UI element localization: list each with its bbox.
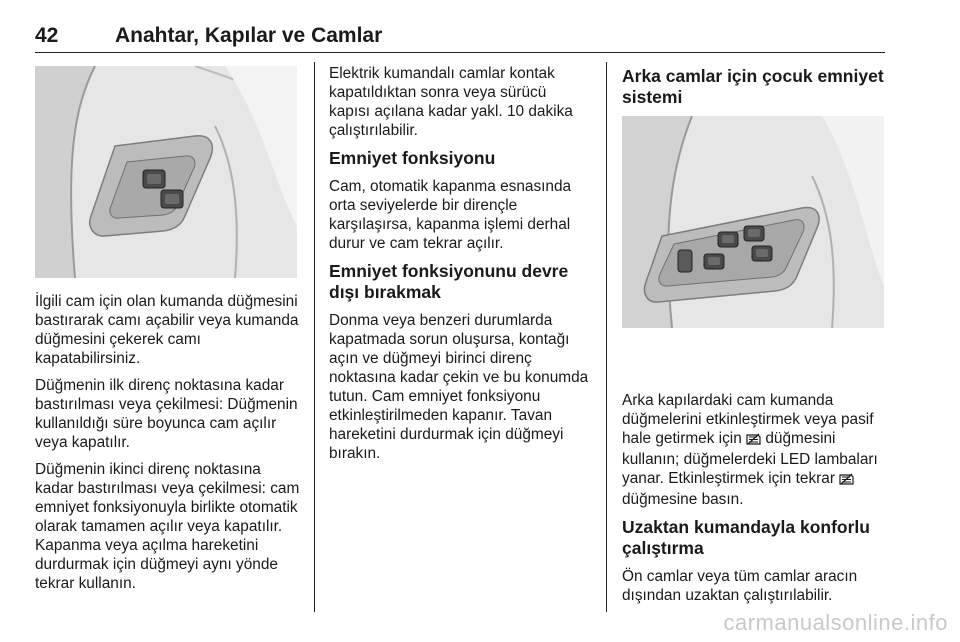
section-heading: Emniyet fonksiyonu: [329, 148, 496, 168]
child-lock-window-icon: [746, 431, 761, 450]
paragraph: [622, 391, 890, 509]
column-right: [622, 66, 890, 613]
page-number: 42: [35, 24, 59, 47]
text-segment: düğmesine basın.: [622, 491, 744, 508]
chapter-title: Anahtar, Kapılar ve Camlar: [115, 24, 383, 47]
paragraph: Düğmenin ikinci direnç noktasına kadar bastırılması veya çekilmesi: cam emniyet fonksiyonuyla birlikte otomatik olarak tamamen açılır veya kapatılır. Kapanma veya açılma hareketini durdurmak için düğmeyi aynı yönde tekrar kullanın.: [35, 461, 300, 592]
child-lock-window-icon: [839, 471, 854, 490]
page-header: [35, 22, 885, 53]
column-left: [35, 292, 303, 601]
paragraph: Cam, otomatik kapanma esnasında orta seviyelerde bir dirençle karşılaşırsa, kapanma işlemi derhal durur ve cam tekrar açılır.: [329, 178, 572, 252]
text-segment: düğmesini kullanın; düğmelerdeki LED lambaları yanar. Etkinleştirmek için tekrar: [622, 430, 878, 487]
column-divider: [606, 62, 607, 612]
paragraph: Elektrik kumandalı camlar kontak kapatıldıktan sonra veya sürücü kapısı açılana kadar yakl. 10 dakika çalıştırılabilir.: [329, 65, 573, 139]
text-segment: Arka kapılardaki cam kumanda düğmelerini etkinleştirmek veya pasif hale getirmek için: [622, 392, 874, 447]
column-divider: [314, 62, 315, 612]
paragraph: İlgili cam için olan kumanda düğmesini bastırarak camı açabilir veya kumanda düğmesini çekerek camı kapatabilirsiniz.: [35, 293, 299, 367]
paragraph: Düğmenin ilk direnç noktasına kadar bastırılması veya çekilmesi: Düğmenin kullanıldığı süre boyunca cam açılır veya kapatılır.: [35, 377, 298, 451]
column-middle: [329, 64, 591, 471]
door-panel-drawing: [35, 66, 297, 278]
watermark: carmanualsonline.info: [723, 610, 948, 635]
window-switch-illustration: [35, 66, 297, 278]
section-heading: Emniyet fonksiyonunu devre dışı bırakmak: [329, 261, 569, 302]
section-heading: Uzaktan kumandayla konforlu çalıştırma: [622, 517, 870, 558]
paragraph: Ön camlar veya tüm camlar aracın dışından uzaktan çalıştırılabilir.: [622, 568, 858, 604]
paragraph: Donma veya benzeri durumlarda kapatmada sorun oluşursa, kontağı açın ve düğmeyi birinci direnç noktasına kadar çekin ve bu konumda tutun. Cam emniyet fonksiyonu etkinleştirilmeden kapanır. Tavan hareketini durdurmak için düğmeyi bırakın.: [329, 312, 589, 462]
section-heading: Arka camlar için çocuk emniyet sistemi: [622, 66, 884, 107]
